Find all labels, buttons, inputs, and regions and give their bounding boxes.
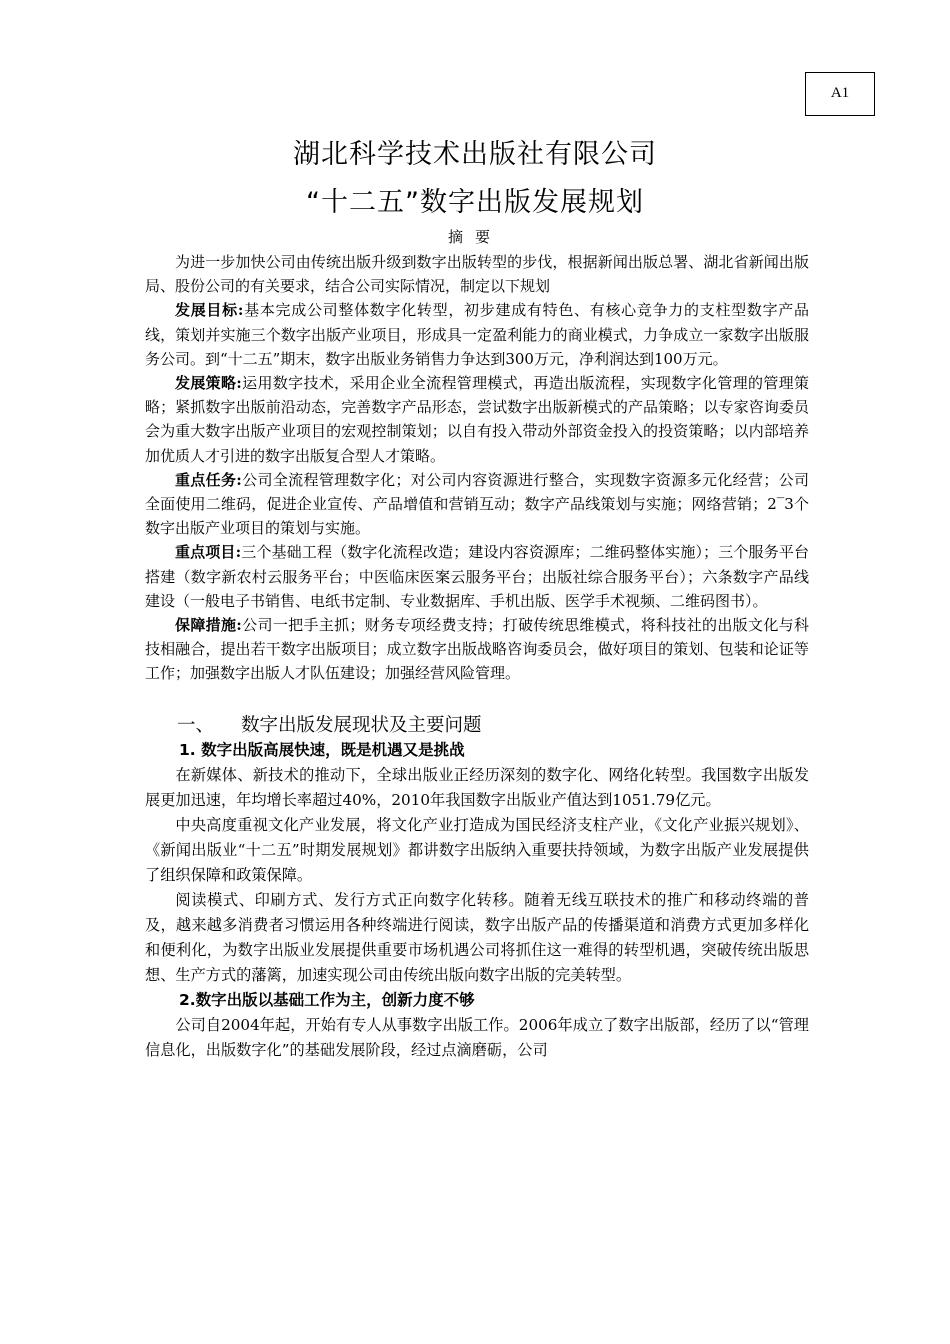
abstract-item-safeguards: [145, 613, 809, 686]
section-title: 数字出版发展现状及主要问题: [241, 714, 482, 736]
item-text: 三个基础工程（数字化流程改造；建设内容资源库；二维码整体实施）；三个服务平台搭建（数字新农村云服务平台；中医临床医案云服务平台；出版社综合服务平台）；六条数字产品线建设（一般电子书销售、电纸书定制、专业数据库、手机出版、医学手术视频、二维码图书）。: [145, 543, 809, 610]
item-text: 公司全流程管理数字化；对公司内容资源进行整合，实现数字资源多元化经营；公司全面使用二维码，促进企业宣传、产品增值和营销互动；数字产品线策划与实施；网络营销；2‾3个数字出版产业项目的策划与实施。: [145, 470, 809, 538]
doc-title-company: 湖北科学技术出版社有限公司: [293, 139, 657, 170]
item-label: 重点任务:: [175, 470, 242, 489]
item-label: 发展目标:: [175, 301, 244, 320]
document-id: A1: [830, 85, 850, 101]
paragraph: 公司自2004年起，开始有专人从事数字出版工作。2006年成立了数字出版部，经历了以“管理信息化，出版数字化”的基础发展阶段，经过点滴磨砺，公司: [145, 1015, 809, 1059]
item-text: 运用数字技术，采用企业全流程管理模式，再造出版流程，实现数字化管理的管理策略；紧抓数字出版前沿动态，完善数字产品形态，尝试数字出版新模式的产品策略；以专家咨询委员会为重大数字出版产业项目的宏观控制策划；以自有投入带动外部资金投入的投资策略；以内部培养加优质人才引进的数字出版复合型人才策略。: [145, 374, 809, 465]
doc-title-plan: “十二五”数字出版发展规划: [306, 187, 644, 218]
paragraph: 中央高度重视文化产业发展，将文化产业打造成为国民经济支柱产业，《文化产业振兴规划》、《新闻出版业“十二五”时期发展规划》都讲数字出版纳入重要扶持领域，为数字出版产业发展提供了组织保障和政策保障。: [145, 815, 809, 884]
section-number: 一、: [177, 714, 215, 736]
paragraph: 阅读模式、印刷方式、发行方式正向数字化转移。随着无线互联技术的推广和移动终端的普及，越来越多消费者习惯运用各种终端进行阅读，数字出版产品的传播渠道和消费方式更加多样化和便利化，为数字出版业发展提供重要市场机遇公司将抓住这一难得的转型机遇，突破传统出版思想、生产方式的藩篱，加速实现公司由传统出版向数字出版的完美转型。: [145, 890, 809, 984]
section-heading: [145, 714, 809, 738]
abstract-heading: 摘要: [447, 228, 502, 246]
abstract-item-strategy: [145, 371, 809, 468]
item-text: 公司一把手主抓；财务专项经费支持；打破传统思维模式，将科技社的出版文化与科技相融合，提出若干数字出版项目；成立数字出版战略咨询委员会，做好项目的策划、包装和论证等工作；加强数字出版人才队伍建设；加强经营风险管理。: [145, 616, 809, 683]
abstract-intro: 为进一步加快公司由传统出版升级到数字出版转型的步伐，根据新闻出版总署、湖北省新闻出版局、股份公司的有关要求，结合公司实际情况，制定以下规划: [145, 253, 809, 296]
abstract-item-projects: [145, 540, 809, 613]
item-label: 重点项目:: [175, 543, 242, 562]
subsection-heading-1: 1. 数字出版高展快速，既是机遇又是挑战: [179, 740, 465, 759]
document-body: [145, 250, 809, 1063]
abstract-item-tasks: [145, 468, 809, 541]
paragraph: 在新媒体、新技术的推动下，全球出版业正经历深刻的数字化、网络化转型。我国数字出版发展更加迅速，年均增长率超过40%，2010年我国数字出版业产值达到1051.79亿元。: [145, 765, 809, 809]
document-id-box: [805, 72, 875, 116]
abstract-item-goal: [145, 298, 809, 371]
item-text: 基本完成公司整体数字化转型，初步建成有特色、有核心竞争力的支柱型数字产品线，策划并实施三个数字出版产业项目，形成具一定盈利能力的商业模式，力争成立一家数字出版服务公司。到“十二五”期末，数字出版业务销售力争达到300万元，净利润达到100万元。: [145, 301, 809, 368]
item-label: 发展策略:: [175, 374, 242, 393]
abstract: [145, 250, 809, 686]
subsection-heading-2: 2.数字出版以基础工作为主，创新力度不够: [179, 990, 475, 1009]
item-label: 保障措施:: [175, 616, 242, 635]
